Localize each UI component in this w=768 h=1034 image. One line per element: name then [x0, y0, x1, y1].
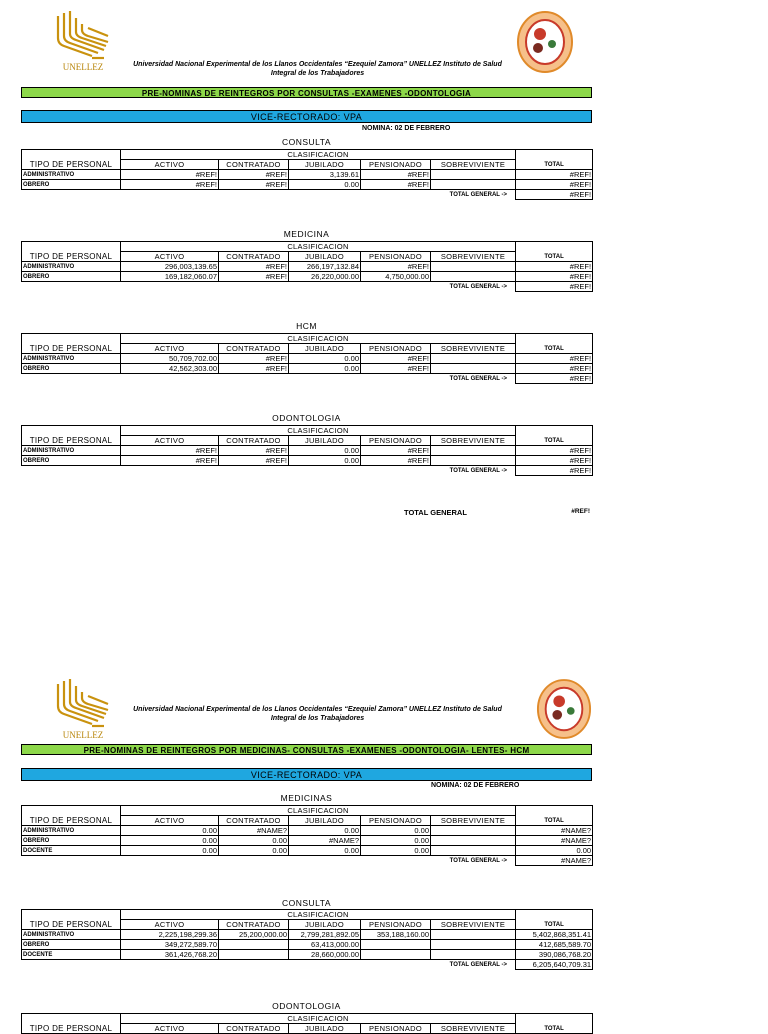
- pensionado-header: PENSIONADO: [361, 816, 431, 826]
- total-cell: #NAME?: [516, 826, 593, 836]
- activo-cell: 296,003,139.65: [121, 262, 219, 272]
- activo-cell: 0.00: [121, 826, 219, 836]
- total-cell: #REF!: [516, 354, 593, 364]
- activo-cell: 0.00: [121, 846, 219, 856]
- pensionado-cell: 0.00: [361, 826, 431, 836]
- table-row: [22, 846, 593, 856]
- activo-header: ACTIVO: [121, 160, 219, 170]
- total-general-label: TOTAL GENERAL ->: [449, 857, 508, 864]
- sobreviviente-header: SOBREVIVIENTE: [431, 920, 516, 930]
- total-general-value: #REF!: [516, 190, 593, 200]
- unellez-logo-text: UNELLEZ: [62, 730, 104, 740]
- activo-header: ACTIVO: [121, 816, 219, 826]
- sobreviviente-header: SOBREVIVIENTE: [431, 344, 516, 354]
- sobreviviente-cell: [431, 170, 516, 180]
- total-general-value: #REF!: [516, 282, 593, 292]
- table-row: [22, 940, 593, 950]
- contratado-header: CONTRATADO: [219, 1024, 289, 1034]
- jubilado-cell: 0.00: [289, 364, 361, 374]
- total-cell: 0.00: [516, 846, 593, 856]
- sobreviviente-header: SOBREVIVIENTE: [431, 436, 516, 446]
- clasificacion-header: CLASIFICACION: [121, 426, 516, 436]
- title-bar: PRE-NOMINAS DE REINTEGROS POR CONSULTAS -EXAMENES -ODONTOLOGIA: [21, 87, 592, 98]
- jubilado-cell: #NAME?: [289, 836, 361, 846]
- sobreviviente-cell: [431, 180, 516, 190]
- contratado-cell: #REF!: [219, 170, 289, 180]
- grand-total-value: #REF!: [571, 508, 590, 515]
- jubilado-cell: 0.00: [289, 826, 361, 836]
- sobreviviente-cell: [431, 262, 516, 272]
- jubilado-cell: 0.00: [289, 846, 361, 856]
- contratado-cell: [219, 950, 289, 960]
- jubilado-header: JUBILADO: [289, 920, 361, 930]
- activo-cell: 2,225,198,299.36: [121, 930, 219, 940]
- pensionado-cell: #REF!: [361, 262, 431, 272]
- tipo-personal-header: TIPO DE PERSONAL: [22, 242, 121, 262]
- table-row: [22, 446, 593, 456]
- pensionado-header: PENSIONADO: [361, 344, 431, 354]
- jubilado-cell: 28,660,000.00: [289, 950, 361, 960]
- table-row: [22, 930, 593, 940]
- total-header: TOTAL: [516, 806, 593, 826]
- total-header: TOTAL: [516, 150, 593, 170]
- contratado-cell: #REF!: [219, 364, 289, 374]
- tipo-cell: ADMINISTRATIVO: [22, 930, 121, 940]
- tipo-personal-header: TIPO DE PERSONAL: [22, 426, 121, 446]
- clasificacion-header: CLASIFICACION: [121, 242, 516, 252]
- activo-header: ACTIVO: [121, 436, 219, 446]
- clasificacion-header: CLASIFICACION: [121, 334, 516, 344]
- unellez-logo: [48, 676, 118, 746]
- tipo-cell: ADMINISTRATIVO: [22, 170, 121, 180]
- section-title: HCM: [296, 321, 317, 331]
- contratado-cell: #REF!: [219, 354, 289, 364]
- tipo-cell: ADMINISTRATIVO: [22, 826, 121, 836]
- sobreviviente-cell: [431, 930, 516, 940]
- institution-name: Universidad Nacional Experimental de los Llanos Occidentales “Ezequiel Zamora” UNELLEZ Instituto de Salud Integral de los Trabajadores: [133, 706, 502, 722]
- contratado-cell: [219, 940, 289, 950]
- vice-rectorado-bar: VICE-RECTORADO: VPA: [21, 768, 592, 781]
- pensionado-cell: #REF!: [361, 180, 431, 190]
- contratado-header: CONTRATADO: [219, 160, 289, 170]
- jubilado-cell: 266,197,132.84: [289, 262, 361, 272]
- total-cell: #REF!: [516, 170, 593, 180]
- sobreviviente-cell: [431, 354, 516, 364]
- total-cell: #REF!: [516, 180, 593, 190]
- tipo-personal-header: TIPO DE PERSONAL: [22, 806, 121, 826]
- table-row: [22, 836, 593, 846]
- activo-cell: 0.00: [121, 836, 219, 846]
- table-row: [22, 354, 593, 364]
- pensionado-header: PENSIONADO: [361, 1024, 431, 1034]
- jubilado-header: JUBILADO: [289, 816, 361, 826]
- grand-total-label: TOTAL GENERAL: [404, 508, 467, 517]
- total-cell: #REF!: [516, 456, 593, 466]
- contratado-cell: #REF!: [219, 262, 289, 272]
- contratado-header: CONTRATADO: [219, 436, 289, 446]
- total-general-value: #REF!: [516, 374, 593, 384]
- total-cell: 412,685,589.70: [516, 940, 593, 950]
- sobreviviente-cell: [431, 846, 516, 856]
- tipo-personal-header: TIPO DE PERSONAL: [22, 150, 121, 170]
- sobreviviente-cell: [431, 364, 516, 374]
- total-general-label: TOTAL GENERAL ->: [449, 961, 508, 968]
- sobreviviente-cell: [431, 446, 516, 456]
- tipo-cell: ADMINISTRATIVO: [22, 446, 121, 456]
- contratado-cell: #NAME?: [219, 826, 289, 836]
- activo-header: ACTIVO: [121, 344, 219, 354]
- pensionado-cell: [361, 950, 431, 960]
- activo-cell: #REF!: [121, 456, 219, 466]
- sobreviviente-header: SOBREVIVIENTE: [431, 160, 516, 170]
- pensionado-header: PENSIONADO: [361, 160, 431, 170]
- clasificacion-header: CLASIFICACION: [121, 1014, 516, 1024]
- jubilado-cell: 0.00: [289, 446, 361, 456]
- tipo-cell: OBRERO: [22, 364, 121, 374]
- contratado-cell: 25,200,000.00: [219, 930, 289, 940]
- contratado-cell: #REF!: [219, 272, 289, 282]
- activo-header: ACTIVO: [121, 920, 219, 930]
- salud-integral-seal: [536, 678, 608, 750]
- clasificacion-header: CLASIFICACION: [121, 806, 516, 816]
- total-header: TOTAL: [516, 1014, 593, 1034]
- sobreviviente-cell: [431, 950, 516, 960]
- total-header: TOTAL: [516, 910, 593, 930]
- activo-cell: #REF!: [121, 170, 219, 180]
- section-title: ODONTOLOGIA: [272, 1001, 341, 1011]
- pensionado-header: PENSIONADO: [361, 436, 431, 446]
- pensionado-header: PENSIONADO: [361, 920, 431, 930]
- nomina-date: NOMINA: 02 DE FEBRERO: [431, 782, 520, 789]
- tipo-personal-header: TIPO DE PERSONAL: [22, 910, 121, 930]
- total-header: TOTAL: [516, 334, 593, 354]
- jubilado-header: JUBILADO: [289, 344, 361, 354]
- pensionado-cell: #REF!: [361, 456, 431, 466]
- vice-rectorado-bar: VICE-RECTORADO: VPA: [21, 110, 592, 123]
- total-cell: 390,086,768.20: [516, 950, 593, 960]
- total-general-value: 6,205,640,709.31: [516, 960, 593, 970]
- tipo-cell: OBRERO: [22, 272, 121, 282]
- jubilado-cell: 3,139.61: [289, 170, 361, 180]
- table-row: [22, 262, 593, 272]
- total-general-label: TOTAL GENERAL ->: [449, 191, 508, 198]
- activo-header: ACTIVO: [121, 252, 219, 262]
- sobreviviente-cell: [431, 940, 516, 950]
- sobreviviente-cell: [431, 826, 516, 836]
- total-cell: #REF!: [516, 446, 593, 456]
- tipo-cell: ADMINISTRATIVO: [22, 262, 121, 272]
- contratado-cell: 0.00: [219, 846, 289, 856]
- clasificacion-header: CLASIFICACION: [121, 150, 516, 160]
- contratado-header: CONTRATADO: [219, 920, 289, 930]
- jubilado-cell: 0.00: [289, 354, 361, 364]
- total-cell: #REF!: [516, 364, 593, 374]
- total-general-value: #NAME?: [516, 856, 593, 866]
- section-title: ODONTOLOGIA: [272, 413, 341, 423]
- pensionado-cell: #REF!: [361, 364, 431, 374]
- activo-cell: #REF!: [121, 446, 219, 456]
- title-bar: PRE-NOMINAS DE REINTEGROS POR MEDICINAS- CONSULTAS -EXAMENES -ODONTOLOGIA- LENTES- HCM: [21, 744, 592, 755]
- jubilado-cell: 26,220,000.00: [289, 272, 361, 282]
- contratado-header: CONTRATADO: [219, 816, 289, 826]
- total-cell: #REF!: [516, 262, 593, 272]
- total-cell: #NAME?: [516, 836, 593, 846]
- pensionado-cell: [361, 940, 431, 950]
- pensionado-cell: 0.00: [361, 836, 431, 846]
- tipo-cell: OBRERO: [22, 940, 121, 950]
- tipo-cell: OBRERO: [22, 836, 121, 846]
- contratado-cell: #REF!: [219, 180, 289, 190]
- sobreviviente-header: SOBREVIVIENTE: [431, 816, 516, 826]
- pensionado-cell: #REF!: [361, 446, 431, 456]
- tipo-cell: DOCENTE: [22, 846, 121, 856]
- jubilado-header: JUBILADO: [289, 252, 361, 262]
- jubilado-header: JUBILADO: [289, 160, 361, 170]
- activo-cell: 361,426,768.20: [121, 950, 219, 960]
- sobreviviente-header: SOBREVIVIENTE: [431, 1024, 516, 1034]
- contratado-header: CONTRATADO: [219, 252, 289, 262]
- section-title: MEDICINAS: [280, 793, 333, 803]
- jubilado-cell: 0.00: [289, 456, 361, 466]
- activo-cell: 42,562,303.00: [121, 364, 219, 374]
- activo-header: ACTIVO: [121, 1024, 219, 1034]
- pensionado-cell: 353,188,160.00: [361, 930, 431, 940]
- total-general-label: TOTAL GENERAL ->: [449, 375, 508, 382]
- tipo-cell: DOCENTE: [22, 950, 121, 960]
- activo-cell: 50,709,702.00: [121, 354, 219, 364]
- total-cell: #REF!: [516, 272, 593, 282]
- contratado-header: CONTRATADO: [219, 344, 289, 354]
- pensionado-cell: 4,750,000.00: [361, 272, 431, 282]
- unellez-logo-text: UNELLEZ: [62, 62, 104, 72]
- total-header: TOTAL: [516, 242, 593, 262]
- sobreviviente-cell: [431, 456, 516, 466]
- table-row: [22, 456, 593, 466]
- pensionado-header: PENSIONADO: [361, 252, 431, 262]
- unellez-logo: [48, 8, 118, 78]
- activo-cell: 169,182,060.07: [121, 272, 219, 282]
- table-row: [22, 364, 593, 374]
- section-title: CONSULTA: [281, 137, 332, 147]
- table-row: [22, 170, 593, 180]
- pensionado-cell: 0.00: [361, 846, 431, 856]
- jubilado-header: JUBILADO: [289, 1024, 361, 1034]
- table-row: [22, 950, 593, 960]
- sobreviviente-cell: [431, 836, 516, 846]
- section-title: MEDICINA: [283, 229, 330, 239]
- activo-cell: #REF!: [121, 180, 219, 190]
- jubilado-cell: 2,799,281,892.05: [289, 930, 361, 940]
- tipo-personal-header: TIPO DE PERSONAL: [22, 1014, 121, 1034]
- section-title: CONSULTA: [281, 898, 332, 908]
- total-cell: 5,402,868,351.41: [516, 930, 593, 940]
- tipo-cell: ADMINISTRATIVO: [22, 354, 121, 364]
- jubilado-cell: 63,413,000.00: [289, 940, 361, 950]
- total-header: TOTAL: [516, 426, 593, 446]
- table-row: [22, 180, 593, 190]
- activo-cell: 349,272,589.70: [121, 940, 219, 950]
- sobreviviente-header: SOBREVIVIENTE: [431, 252, 516, 262]
- clasificacion-header: CLASIFICACION: [121, 910, 516, 920]
- table-row: [22, 272, 593, 282]
- tipo-personal-header: TIPO DE PERSONAL: [22, 334, 121, 354]
- total-general-label: TOTAL GENERAL ->: [449, 283, 508, 290]
- pensionado-cell: #REF!: [361, 354, 431, 364]
- sobreviviente-cell: [431, 272, 516, 282]
- salud-integral-seal: [516, 10, 588, 82]
- nomina-date: NOMINA: 02 DE FEBRERO: [362, 125, 451, 132]
- jubilado-header: JUBILADO: [289, 436, 361, 446]
- institution-name: Universidad Nacional Experimental de los Llanos Occidentales “Ezequiel Zamora” UNELLEZ Instituto de Salud Integral de los Trabajadores: [133, 61, 502, 77]
- total-general-value: #REF!: [516, 466, 593, 476]
- total-general-label: TOTAL GENERAL ->: [449, 467, 508, 474]
- tipo-cell: OBRERO: [22, 456, 121, 466]
- table-row: [22, 826, 593, 836]
- contratado-cell: #REF!: [219, 456, 289, 466]
- tipo-cell: OBRERO: [22, 180, 121, 190]
- jubilado-cell: 0.00: [289, 180, 361, 190]
- pensionado-cell: #REF!: [361, 170, 431, 180]
- contratado-cell: #REF!: [219, 446, 289, 456]
- contratado-cell: 0.00: [219, 836, 289, 846]
